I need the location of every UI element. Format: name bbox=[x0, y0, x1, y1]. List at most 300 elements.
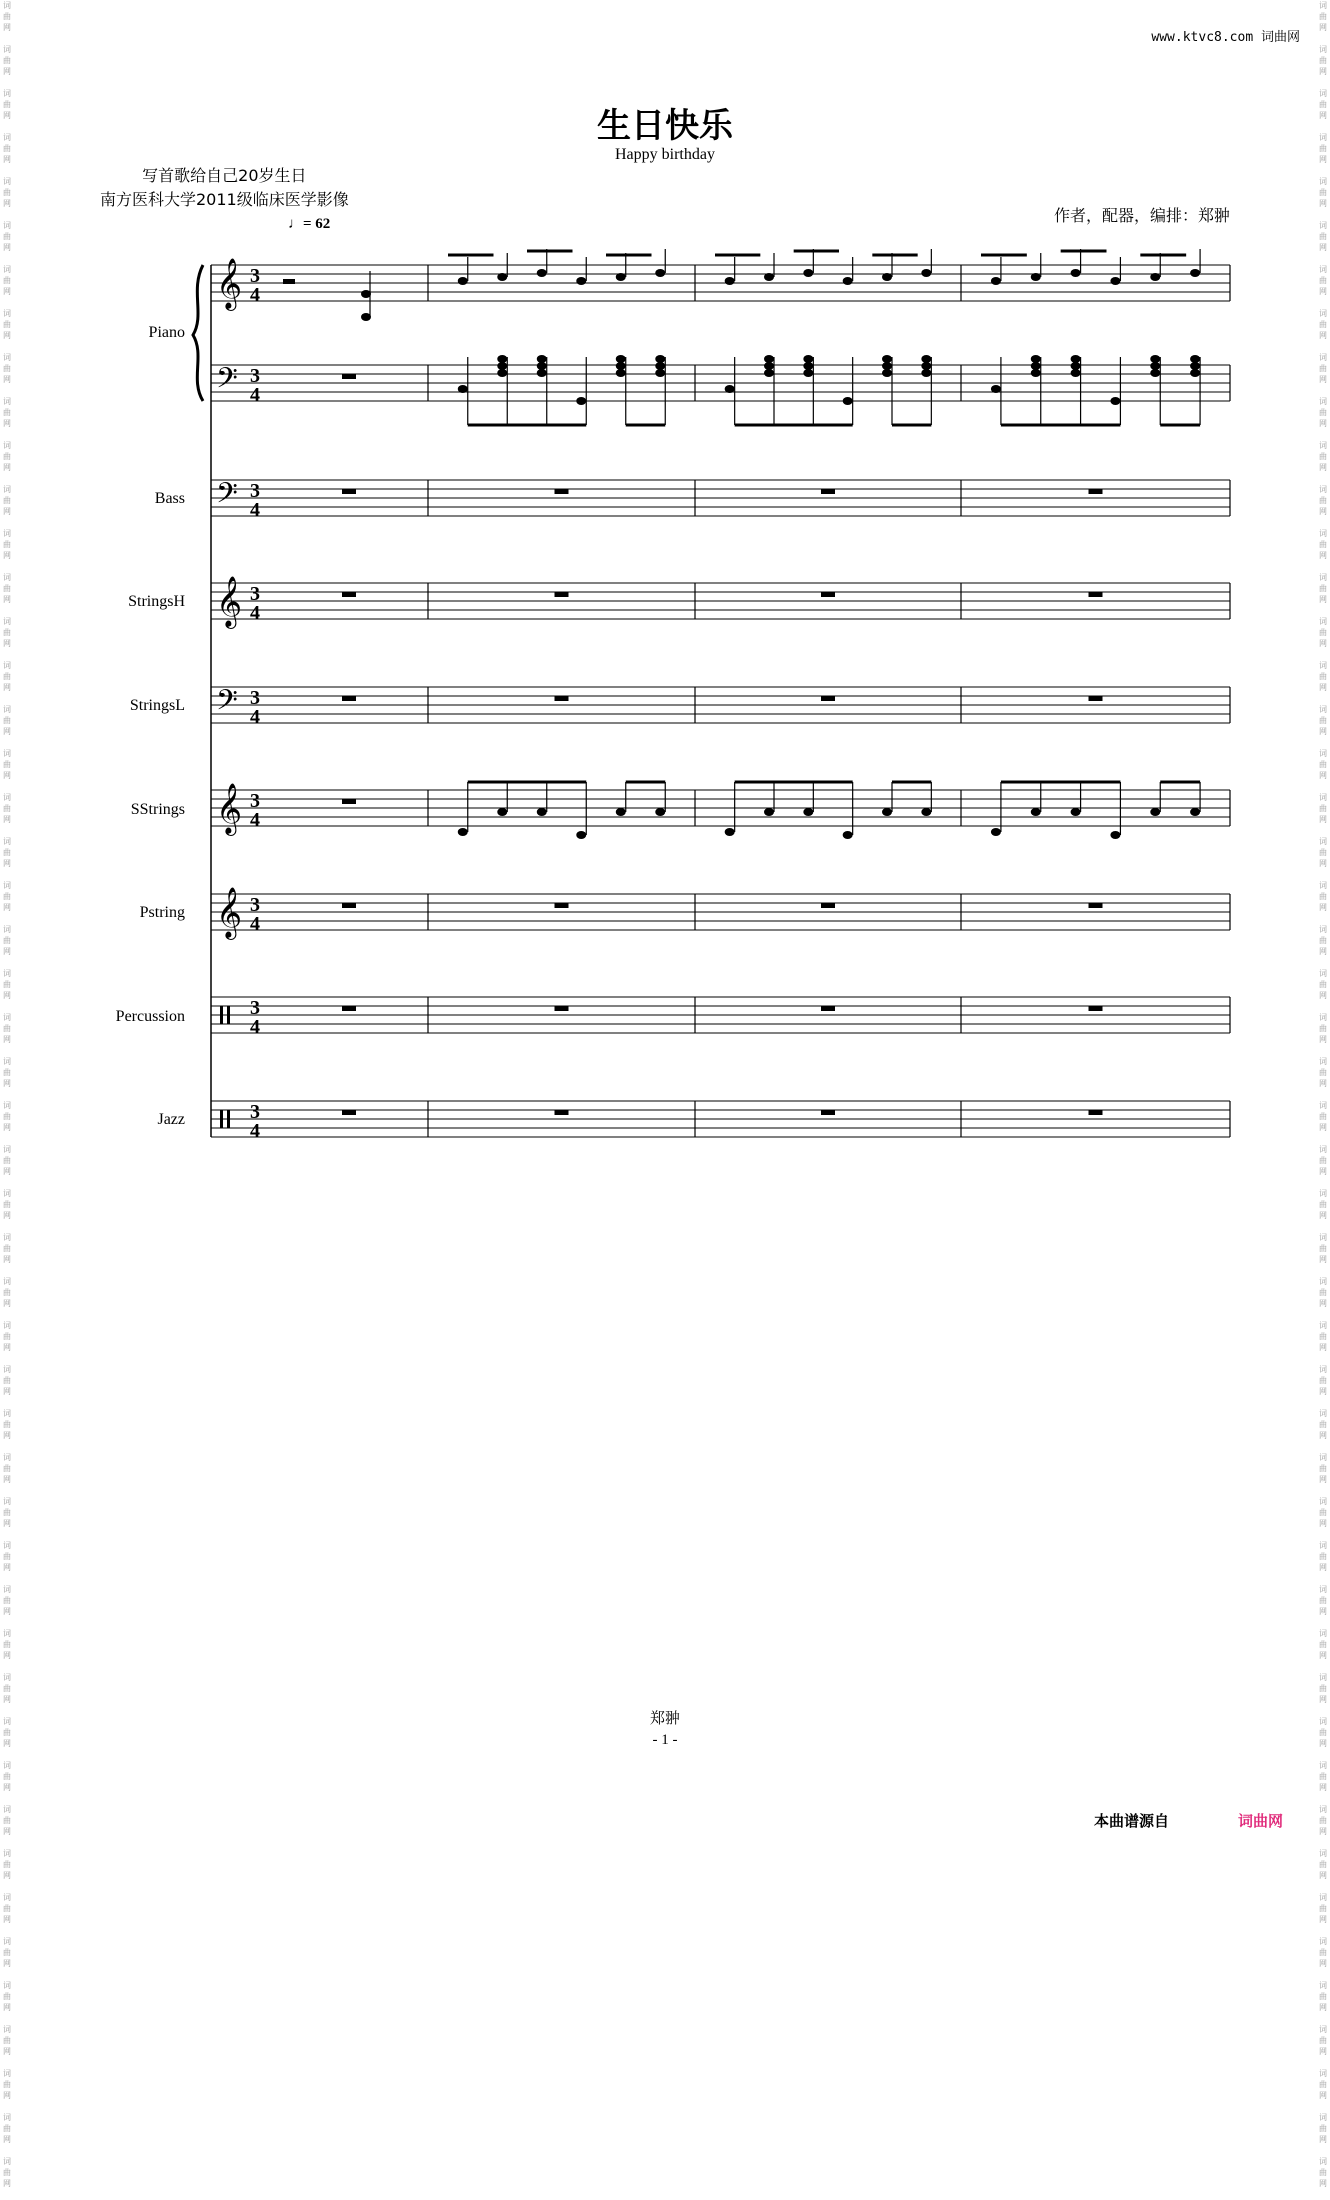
watermark-glyph: 曲 bbox=[1319, 672, 1327, 681]
watermark-glyph: 网 bbox=[1319, 23, 1327, 32]
watermark-glyph: 网 bbox=[1319, 1651, 1327, 1660]
watermark-gap bbox=[1316, 2013, 1330, 2024]
note-head bbox=[991, 385, 1001, 393]
watermark-glyph: 曲 bbox=[1319, 892, 1327, 901]
watermark-glyph: 曲 bbox=[3, 848, 11, 857]
watermark-glyph: 词 bbox=[1319, 1, 1327, 10]
chord-note-head bbox=[655, 355, 665, 363]
note-head bbox=[725, 385, 735, 393]
percussion-clef-icon bbox=[227, 1110, 230, 1128]
time-signature-bottom: 4 bbox=[250, 602, 260, 624]
watermark-glyph: 曲 bbox=[1319, 1420, 1327, 1429]
watermark-glyph: 网 bbox=[3, 1475, 11, 1484]
whole-rest-icon bbox=[821, 903, 835, 908]
watermark-glyph: 网 bbox=[3, 1739, 11, 1748]
watermark-glyph: 词 bbox=[3, 45, 11, 54]
time-signature-top: 3 bbox=[250, 480, 260, 502]
watermark-glyph: 词 bbox=[3, 89, 11, 98]
watermark-glyph: 曲 bbox=[3, 2036, 11, 2045]
note-head bbox=[882, 273, 892, 281]
watermark-glyph: 词 bbox=[1319, 2113, 1327, 2122]
watermark-glyph: 网 bbox=[3, 67, 11, 76]
note-head bbox=[655, 269, 665, 277]
chord-note-head bbox=[1190, 355, 1200, 363]
watermark-glyph: 网 bbox=[3, 683, 11, 692]
watermark-glyph: 词 bbox=[3, 617, 11, 626]
watermark-gap bbox=[1316, 1881, 1330, 1892]
site-url[interactable]: www.ktvc8.com bbox=[1151, 30, 1254, 45]
watermark-glyph: 曲 bbox=[1319, 1464, 1327, 1473]
watermark-glyph: 词 bbox=[3, 1277, 11, 1286]
watermark-glyph: 曲 bbox=[3, 1684, 11, 1693]
watermark-gap bbox=[1316, 1969, 1330, 1980]
watermark-glyph: 词 bbox=[1319, 1013, 1327, 1022]
watermark-glyph: 词 bbox=[3, 221, 11, 230]
watermark-glyph: 网 bbox=[3, 199, 11, 208]
watermark-glyph: 曲 bbox=[1319, 144, 1327, 153]
treble-clef-icon: 𝄞 bbox=[216, 576, 243, 627]
watermark-gap bbox=[0, 2057, 14, 2068]
watermark-glyph: 词 bbox=[1319, 1893, 1327, 1902]
chord-note-head bbox=[882, 355, 892, 363]
watermark-glyph: 词 bbox=[3, 1365, 11, 1374]
watermark-glyph: 词 bbox=[3, 1893, 11, 1902]
watermark-glyph: 网 bbox=[3, 507, 11, 516]
instrument-label-sstrings: SStrings bbox=[130, 801, 185, 818]
watermark-glyph: 词 bbox=[3, 485, 11, 494]
watermark-glyph: 曲 bbox=[1319, 232, 1327, 241]
note-head bbox=[764, 808, 774, 816]
watermark-glyph: 网 bbox=[1319, 1827, 1327, 1836]
composer-credit: 作者，配器，编排：郑翀 bbox=[1053, 206, 1230, 225]
watermark-glyph: 网 bbox=[3, 155, 11, 164]
note-head bbox=[458, 385, 468, 393]
note-head bbox=[1031, 273, 1041, 281]
instrument-label-jazz: Jazz bbox=[157, 1111, 185, 1128]
time-signature-top: 3 bbox=[250, 997, 260, 1019]
dedication-line-1: 写首歌给自己20岁生日 bbox=[142, 166, 307, 185]
watermark-glyph: 词 bbox=[3, 1013, 11, 1022]
time-signature-bottom: 4 bbox=[250, 499, 260, 521]
watermark-glyph: 曲 bbox=[3, 2124, 11, 2133]
watermark-glyph: 网 bbox=[1319, 419, 1327, 428]
watermark-glyph: 词 bbox=[1319, 1937, 1327, 1946]
watermark-glyph: 网 bbox=[3, 23, 11, 32]
watermark-glyph: 曲 bbox=[1319, 1068, 1327, 1077]
watermark-glyph: 网 bbox=[3, 1827, 11, 1836]
watermark-glyph: 词 bbox=[3, 1, 11, 10]
watermark-glyph: 网 bbox=[3, 815, 11, 824]
watermark-glyph: 曲 bbox=[3, 12, 11, 21]
watermark-glyph: 曲 bbox=[3, 452, 11, 461]
watermark-glyph: 词 bbox=[1319, 353, 1327, 362]
time-signature-bottom: 4 bbox=[250, 913, 260, 935]
chord-note-head bbox=[1071, 355, 1081, 363]
chord-note-head bbox=[1071, 369, 1081, 377]
watermark-glyph: 曲 bbox=[1319, 1684, 1327, 1693]
note-head bbox=[843, 277, 853, 285]
chord-note-head bbox=[655, 362, 665, 370]
watermark-glyph: 词 bbox=[1319, 1189, 1327, 1198]
watermark-gap bbox=[0, 2013, 14, 2024]
watermark-glyph: 词 bbox=[1319, 573, 1327, 582]
footer-name: 郑翀 bbox=[649, 1709, 680, 1727]
watermark-glyph: 网 bbox=[3, 1651, 11, 1660]
whole-rest-icon bbox=[342, 592, 356, 597]
note-head bbox=[1190, 808, 1200, 816]
watermark-glyph: 词 bbox=[3, 1541, 11, 1550]
chord-note-head bbox=[655, 369, 665, 377]
note-head bbox=[458, 828, 468, 836]
watermark-glyph: 词 bbox=[3, 1189, 11, 1198]
watermark-glyph: 网 bbox=[1319, 2179, 1327, 2188]
dedication-line-2: 南方医科大学2011级临床医学影像 bbox=[100, 190, 349, 209]
source-note: 本曲谱源自 bbox=[1094, 1812, 1170, 1830]
whole-rest-icon bbox=[821, 489, 835, 494]
watermark-glyph: 词 bbox=[3, 705, 11, 714]
watermark-glyph: 曲 bbox=[3, 672, 11, 681]
watermark-glyph: 词 bbox=[3, 793, 11, 802]
watermark-glyph: 曲 bbox=[1319, 1816, 1327, 1825]
watermark-gap bbox=[0, 1881, 14, 1892]
watermark-glyph: 网 bbox=[1319, 1959, 1327, 1968]
time-signature-bottom: 4 bbox=[250, 384, 260, 406]
chord-note-head bbox=[1150, 369, 1160, 377]
whole-rest-icon bbox=[555, 903, 569, 908]
watermark-glyph: 词 bbox=[1319, 1717, 1327, 1726]
time-signature-top: 3 bbox=[250, 894, 260, 916]
whole-rest-icon bbox=[555, 592, 569, 597]
watermark-glyph: 曲 bbox=[3, 1068, 11, 1077]
watermark-glyph: 曲 bbox=[3, 760, 11, 769]
watermark-glyph: 曲 bbox=[1319, 2080, 1327, 2089]
watermark-glyph: 词 bbox=[1319, 1629, 1327, 1638]
watermark-glyph: 曲 bbox=[1319, 12, 1327, 21]
chord-note-head bbox=[497, 369, 507, 377]
chord-note-head bbox=[1031, 355, 1041, 363]
watermark-gap bbox=[0, 2145, 14, 2156]
page-number: - 1 - bbox=[652, 1732, 678, 1748]
watermark-glyph: 词 bbox=[3, 1629, 11, 1638]
watermark-glyph: 曲 bbox=[1319, 584, 1327, 593]
quarter-note-icon: ♩ bbox=[288, 216, 303, 232]
whole-rest-icon bbox=[555, 696, 569, 701]
watermark-glyph: 曲 bbox=[3, 408, 11, 417]
watermark-glyph: 网 bbox=[1319, 1607, 1327, 1616]
time-signature-top: 3 bbox=[250, 365, 260, 387]
watermark-glyph: 词 bbox=[3, 353, 11, 362]
watermark-glyph: 曲 bbox=[1319, 1992, 1327, 2001]
watermark-glyph: 网 bbox=[1319, 551, 1327, 560]
watermark-glyph: 网 bbox=[1319, 2135, 1327, 2144]
watermark-glyph: 曲 bbox=[3, 1508, 11, 1517]
watermark-glyph: 曲 bbox=[1319, 1596, 1327, 1605]
watermark-glyph: 词 bbox=[1319, 1805, 1327, 1814]
note-head bbox=[1150, 808, 1160, 816]
whole-rest-icon bbox=[821, 592, 835, 597]
watermark-glyph: 曲 bbox=[3, 1200, 11, 1209]
watermark-glyph: 曲 bbox=[1319, 1948, 1327, 1957]
watermark-glyph: 网 bbox=[3, 1871, 11, 1880]
watermark-glyph: 词 bbox=[1319, 1277, 1327, 1286]
chord-note-head bbox=[1150, 355, 1160, 363]
note-head bbox=[803, 808, 813, 816]
watermark-glyph: 网 bbox=[3, 463, 11, 472]
watermark-glyph: 词 bbox=[3, 1585, 11, 1594]
whole-rest-icon bbox=[821, 1110, 835, 1115]
watermark-glyph: 词 bbox=[1319, 1321, 1327, 1330]
watermark-glyph: 曲 bbox=[1319, 2036, 1327, 2045]
chord-note-head bbox=[616, 369, 626, 377]
watermark-glyph: 词 bbox=[1319, 45, 1327, 54]
page-title: 生日快乐 bbox=[597, 106, 733, 146]
time-signature-top: 3 bbox=[250, 265, 260, 287]
watermark-glyph: 词 bbox=[1319, 397, 1327, 406]
watermark-glyph: 曲 bbox=[1319, 1332, 1327, 1341]
watermark-glyph: 曲 bbox=[1319, 452, 1327, 461]
watermark-glyph: 网 bbox=[1319, 1079, 1327, 1088]
watermark-glyph: 网 bbox=[1319, 1783, 1327, 1792]
watermark-glyph: 网 bbox=[1319, 683, 1327, 692]
whole-rest-icon bbox=[555, 1006, 569, 1011]
watermark-glyph: 网 bbox=[3, 1387, 11, 1396]
watermark-glyph: 曲 bbox=[3, 1244, 11, 1253]
watermark-glyph: 网 bbox=[3, 1915, 11, 1924]
watermark-glyph: 网 bbox=[3, 419, 11, 428]
watermark-glyph: 词 bbox=[1319, 1057, 1327, 1066]
watermark-glyph: 网 bbox=[3, 1123, 11, 1132]
watermark-glyph: 曲 bbox=[3, 1376, 11, 1385]
watermark-glyph: 曲 bbox=[3, 1332, 11, 1341]
watermark-glyph: 网 bbox=[1319, 595, 1327, 604]
watermark-glyph: 网 bbox=[3, 1343, 11, 1352]
watermark-glyph: 词 bbox=[3, 1409, 11, 1418]
watermark-glyph: 词 bbox=[3, 881, 11, 890]
watermark-glyph: 词 bbox=[1319, 1145, 1327, 1154]
watermark-glyph: 词 bbox=[1319, 1585, 1327, 1594]
note-head bbox=[1110, 277, 1120, 285]
watermark-glyph: 词 bbox=[1319, 529, 1327, 538]
watermark-glyph: 词 bbox=[3, 133, 11, 142]
watermark-glyph: 曲 bbox=[3, 364, 11, 373]
instrument-label-bass: Bass bbox=[154, 490, 185, 507]
watermark-glyph: 曲 bbox=[1319, 408, 1327, 417]
watermark-glyph: 网 bbox=[3, 991, 11, 1000]
watermark-glyph: 词 bbox=[1319, 969, 1327, 978]
watermark-glyph: 网 bbox=[3, 1519, 11, 1528]
watermark-glyph: 曲 bbox=[3, 188, 11, 197]
note-head bbox=[803, 269, 813, 277]
watermark-glyph: 词 bbox=[3, 529, 11, 538]
watermark-glyph: 词 bbox=[1319, 1365, 1327, 1374]
whole-rest-icon bbox=[1089, 1006, 1103, 1011]
note-head bbox=[1031, 808, 1041, 816]
chord-note-head bbox=[616, 362, 626, 370]
whole-rest-icon bbox=[342, 489, 356, 494]
watermark-glyph: 曲 bbox=[1319, 1772, 1327, 1781]
chord-note-head bbox=[1071, 362, 1081, 370]
watermark-glyph: 曲 bbox=[1319, 496, 1327, 505]
watermark-glyph: 网 bbox=[3, 595, 11, 604]
watermark-glyph: 词 bbox=[1319, 177, 1327, 186]
whole-rest-icon bbox=[1089, 489, 1103, 494]
time-signature-top: 3 bbox=[250, 790, 260, 812]
watermark-glyph: 曲 bbox=[3, 804, 11, 813]
watermark-glyph: 曲 bbox=[3, 1288, 11, 1297]
watermark-glyph: 词 bbox=[1319, 1233, 1327, 1242]
watermark-glyph: 词 bbox=[1319, 1409, 1327, 1418]
chord-note-head bbox=[882, 362, 892, 370]
watermark-glyph: 网 bbox=[1319, 1211, 1327, 1220]
time-signature-bottom: 4 bbox=[250, 1016, 260, 1038]
watermark-glyph: 曲 bbox=[1319, 1376, 1327, 1385]
watermark-glyph: 曲 bbox=[1319, 1860, 1327, 1869]
watermark-glyph: 网 bbox=[1319, 2047, 1327, 2056]
source-brand[interactable]: 词曲网 bbox=[1238, 1812, 1284, 1830]
watermark-glyph: 曲 bbox=[3, 1860, 11, 1869]
watermark-glyph: 网 bbox=[1319, 507, 1327, 516]
watermark-glyph: 曲 bbox=[3, 716, 11, 725]
note-head bbox=[764, 273, 774, 281]
watermark-glyph: 词 bbox=[3, 749, 11, 758]
watermark-glyph: 曲 bbox=[3, 320, 11, 329]
watermark-glyph: 曲 bbox=[3, 628, 11, 637]
whole-rest-icon bbox=[342, 1110, 356, 1115]
note-head bbox=[882, 808, 892, 816]
watermark-glyph: 网 bbox=[3, 1431, 11, 1440]
note-head bbox=[497, 273, 507, 281]
watermark-glyph: 网 bbox=[3, 1167, 11, 1176]
watermark-glyph: 网 bbox=[1319, 1519, 1327, 1528]
watermark-glyph: 曲 bbox=[3, 540, 11, 549]
watermark-glyph: 网 bbox=[1319, 727, 1327, 736]
watermark-gap bbox=[0, 2189, 14, 2200]
chord-note-head bbox=[803, 362, 813, 370]
watermark-glyph: 词 bbox=[1319, 881, 1327, 890]
watermark-glyph: 网 bbox=[1319, 859, 1327, 868]
watermark-glyph: 曲 bbox=[1319, 2168, 1327, 2177]
chord-note-head bbox=[764, 362, 774, 370]
watermark-glyph: 网 bbox=[3, 2047, 11, 2056]
watermark-gap bbox=[0, 1925, 14, 1936]
watermark-glyph: 网 bbox=[1319, 1343, 1327, 1352]
watermark-glyph: 网 bbox=[3, 1035, 11, 1044]
watermark-glyph: 曲 bbox=[3, 100, 11, 109]
watermark-glyph: 词 bbox=[1319, 837, 1327, 846]
watermark-glyph: 词 bbox=[1319, 1101, 1327, 1110]
watermark-glyph: 词 bbox=[3, 2157, 11, 2166]
watermark-glyph: 曲 bbox=[3, 2080, 11, 2089]
watermark-glyph: 曲 bbox=[1319, 1200, 1327, 1209]
chord-note-head bbox=[1190, 362, 1200, 370]
watermark-glyph: 词 bbox=[3, 2025, 11, 2034]
note-head bbox=[843, 397, 853, 405]
chord-note-head bbox=[764, 369, 774, 377]
watermark-glyph: 曲 bbox=[1319, 628, 1327, 637]
watermark-glyph: 曲 bbox=[1319, 1552, 1327, 1561]
watermark-gap bbox=[1316, 2101, 1330, 2112]
watermark-gap bbox=[1316, 2057, 1330, 2068]
watermark-glyph: 词 bbox=[1319, 1673, 1327, 1682]
watermark-glyph: 词 bbox=[1319, 309, 1327, 318]
treble-clef-icon: 𝄞 bbox=[216, 258, 243, 309]
whole-rest-icon bbox=[342, 696, 356, 701]
note-head bbox=[1110, 397, 1120, 405]
chord-note-head bbox=[1031, 362, 1041, 370]
time-signature-bottom: 4 bbox=[250, 809, 260, 831]
watermark-gap bbox=[1316, 1925, 1330, 1936]
whole-rest-icon bbox=[1089, 1110, 1103, 1115]
note-head bbox=[537, 269, 547, 277]
watermark-glyph: 网 bbox=[1319, 111, 1327, 120]
watermark-glyph: 词 bbox=[3, 573, 11, 582]
time-signature-bottom: 4 bbox=[250, 1120, 260, 1142]
watermark-glyph: 词 bbox=[1319, 617, 1327, 626]
watermark-glyph: 网 bbox=[1319, 1431, 1327, 1440]
watermark-glyph: 词 bbox=[1319, 925, 1327, 934]
instrument-label-piano: Piano bbox=[148, 324, 185, 341]
watermark-glyph: 词 bbox=[1319, 1849, 1327, 1858]
watermark-glyph: 曲 bbox=[1319, 1156, 1327, 1165]
watermark-glyph: 网 bbox=[3, 2179, 11, 2188]
watermark-glyph: 曲 bbox=[3, 276, 11, 285]
note-head bbox=[1071, 269, 1081, 277]
watermark-glyph: 词 bbox=[1319, 661, 1327, 670]
note-head bbox=[497, 808, 507, 816]
watermark-glyph: 网 bbox=[3, 331, 11, 340]
watermark-glyph: 网 bbox=[1319, 199, 1327, 208]
watermark-glyph: 词 bbox=[3, 1145, 11, 1154]
watermark-glyph: 网 bbox=[1319, 1255, 1327, 1264]
watermark-glyph: 词 bbox=[3, 837, 11, 846]
note-head bbox=[1150, 273, 1160, 281]
chord-note-head bbox=[921, 362, 931, 370]
watermark-glyph: 词 bbox=[3, 969, 11, 978]
watermark-glyph: 曲 bbox=[1319, 1508, 1327, 1517]
watermark-glyph: 曲 bbox=[1319, 2124, 1327, 2133]
watermark-glyph: 曲 bbox=[3, 496, 11, 505]
note-head bbox=[616, 273, 626, 281]
watermark-glyph: 曲 bbox=[1319, 1244, 1327, 1253]
bass-clef-icon: 𝄢 bbox=[216, 362, 238, 402]
watermark-glyph: 词 bbox=[1319, 793, 1327, 802]
site-name[interactable]: 词曲网 bbox=[1260, 30, 1300, 45]
half-rest-icon bbox=[283, 279, 295, 284]
time-signature-bottom: 4 bbox=[250, 284, 260, 306]
watermark-glyph: 词 bbox=[1319, 2157, 1327, 2166]
watermark-glyph: 网 bbox=[3, 243, 11, 252]
watermark-glyph: 词 bbox=[3, 1805, 11, 1814]
watermark-glyph: 网 bbox=[1319, 1563, 1327, 1572]
watermark-glyph: 曲 bbox=[3, 1420, 11, 1429]
watermark-glyph: 曲 bbox=[3, 936, 11, 945]
watermark-glyph: 曲 bbox=[3, 1640, 11, 1649]
watermark-glyph: 网 bbox=[1319, 243, 1327, 252]
watermark-glyph: 词 bbox=[3, 2113, 11, 2122]
watermark-glyph: 网 bbox=[3, 287, 11, 296]
watermark-glyph: 词 bbox=[3, 1849, 11, 1858]
watermark-glyph: 网 bbox=[1319, 375, 1327, 384]
watermark-glyph: 网 bbox=[3, 111, 11, 120]
note-head bbox=[458, 277, 468, 285]
watermark-gap bbox=[0, 1969, 14, 1980]
watermark-glyph: 网 bbox=[3, 1079, 11, 1088]
watermark-glyph: 曲 bbox=[1319, 188, 1327, 197]
whole-rest-icon bbox=[342, 1006, 356, 1011]
watermark-glyph: 曲 bbox=[3, 1728, 11, 1737]
watermark-glyph: 词 bbox=[3, 1321, 11, 1330]
treble-clef-icon: 𝄞 bbox=[216, 887, 243, 938]
